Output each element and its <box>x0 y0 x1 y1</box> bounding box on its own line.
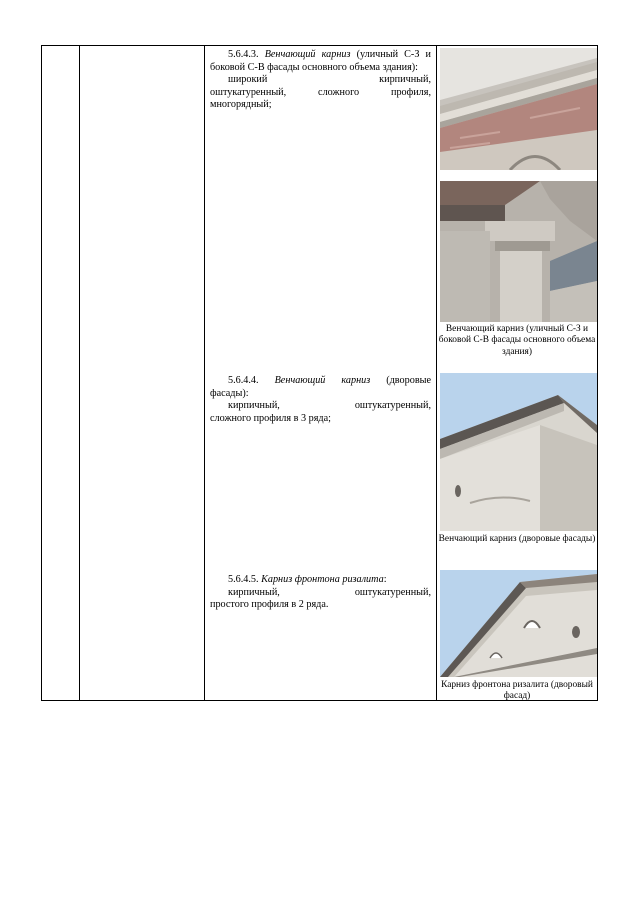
section-title: Венчающий карниз <box>274 375 371 386</box>
section-number: 5.6.4.3. <box>228 49 259 60</box>
section-line-2: сложного профиля в 3 ряда; <box>210 412 331 424</box>
section-line-2: оштукатуренный, сложного профиля, многорядный; <box>210 86 431 111</box>
document-table <box>41 45 598 701</box>
section-5-6-4-5 <box>210 574 431 612</box>
section-line-1: широкий кирпичный, <box>228 74 431 86</box>
section-line-1: кирпичный, оштукатуренный, <box>228 400 431 412</box>
description-cell <box>205 46 437 701</box>
photo-caption-1: Венчающий карниз (уличный С-З и боковой С-В фасады основного объема здания) <box>438 324 596 357</box>
photo-cell <box>437 46 598 701</box>
section-number: 5.6.4.5. <box>228 574 259 585</box>
photo-caption-3: Карниз фронтона ризалита (дворовый фасад) <box>441 680 593 702</box>
photo-cornice-courtyard <box>440 373 597 531</box>
photo-caption-2: Венчающий карниз (дворовые фасады) <box>438 534 596 544</box>
section-title: Венчающий карниз <box>264 49 351 60</box>
section-line-1: кирпичный, оштукатуренный, <box>228 586 431 598</box>
section-title: Карниз фронтона ризалита <box>261 574 384 585</box>
section-line-2: простого профиля в 2 ряда. <box>210 599 329 611</box>
section-5-6-4-3 <box>210 49 431 112</box>
photo-cornice-street-2 <box>440 181 597 322</box>
section-title-suffix: : <box>383 574 387 585</box>
section-title-suffix: (дворовые фасады): <box>210 375 431 399</box>
empty-cell-name <box>80 46 205 701</box>
section-5-6-4-4 <box>210 375 431 425</box>
photo-pediment-cornice <box>440 570 597 677</box>
empty-cell-number <box>42 46 80 701</box>
section-title-suffix: (уличный С-З и боковой С-В фасады основного объема здания): <box>210 49 431 73</box>
section-number: 5.6.4.4. <box>228 375 259 386</box>
photo-cornice-street-1 <box>440 48 597 170</box>
